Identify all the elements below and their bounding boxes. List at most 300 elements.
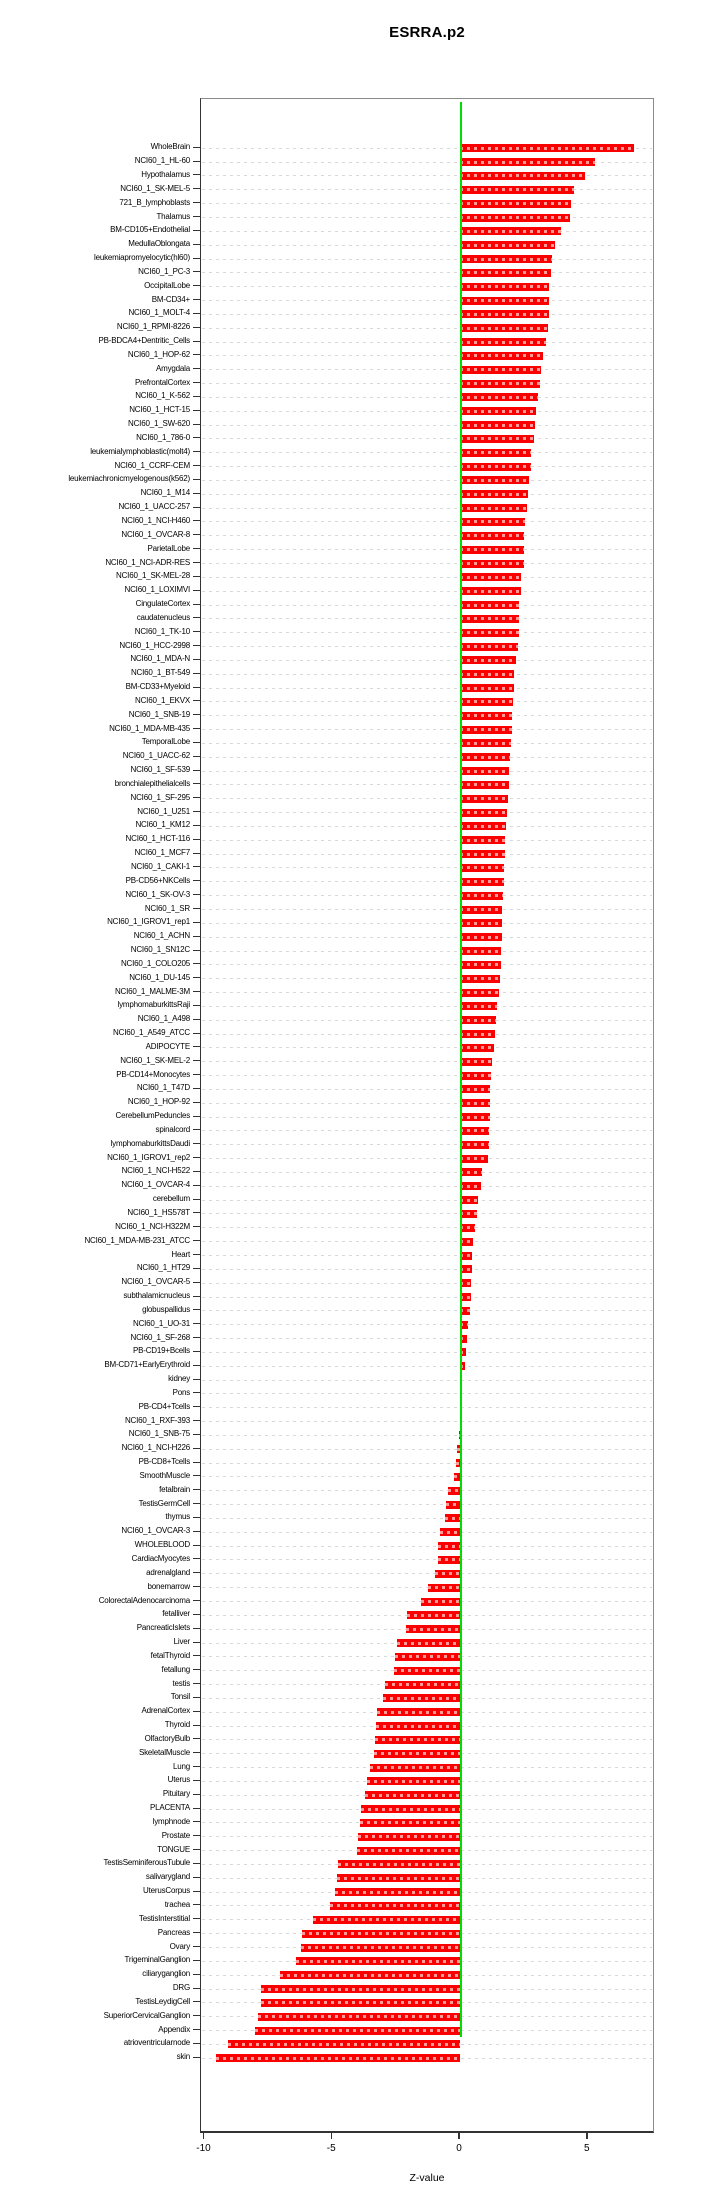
y-tick (193, 1904, 200, 1905)
bar (302, 1930, 460, 1938)
gridline (202, 480, 652, 481)
category-label: NCI60_1_SK-OV-3 (125, 889, 190, 899)
gridline (202, 259, 652, 260)
bar (460, 449, 531, 457)
bar (438, 1556, 460, 1564)
category-label: NCI60_1_SF-268 (130, 1332, 190, 1342)
y-tick (193, 1821, 200, 1822)
gridline (202, 992, 652, 993)
category-label: NCI60_1_CCRF-CEM (114, 460, 190, 470)
y-tick (193, 147, 200, 148)
gridline (202, 245, 652, 246)
category-label: spinalcord (155, 1124, 190, 1134)
bar (460, 573, 521, 581)
y-tick (193, 1351, 200, 1352)
bar (301, 1944, 460, 1952)
bar (460, 670, 514, 678)
y-tick (193, 1697, 200, 1698)
category-label: BM-CD33+Myeloid (125, 682, 190, 692)
bar (460, 712, 512, 720)
category-label: WHOLEBLOOD (134, 1540, 190, 1550)
y-tick (193, 742, 200, 743)
bar (460, 546, 524, 554)
bar (460, 878, 504, 886)
y-tick (193, 1033, 200, 1034)
bar (460, 532, 524, 540)
gridline (202, 591, 652, 592)
category-label: NCI60_1_NCI-H322M (115, 1221, 190, 1231)
y-tick (193, 1808, 200, 1809)
y-tick (193, 1448, 200, 1449)
gridline (202, 1144, 652, 1145)
gridline (202, 425, 652, 426)
category-label: adrenalgland (146, 1567, 190, 1577)
category-label: NCI60_1_HS578T (127, 1207, 190, 1217)
y-tick (193, 188, 200, 189)
category-label: caudatenucleus (136, 612, 190, 622)
y-tick (193, 1406, 200, 1407)
gridline (202, 1034, 652, 1035)
category-label: NCI60_1_UACC-257 (118, 502, 190, 512)
bar (440, 1528, 460, 1536)
category-label: NCI60_1_M14 (140, 488, 190, 498)
gridline (202, 397, 652, 398)
bar (460, 601, 519, 609)
bar (460, 892, 503, 900)
gridline (202, 300, 652, 301)
category-label: NCI60_1_BT-549 (130, 668, 190, 678)
x-tick (331, 2133, 333, 2139)
gridline (202, 1559, 652, 1560)
y-tick (193, 271, 200, 272)
bar (460, 656, 516, 664)
y-tick (193, 797, 200, 798)
category-label: fetallung (161, 1664, 190, 1674)
y-tick (193, 1379, 200, 1380)
y-tick (193, 687, 200, 688)
bar (460, 864, 504, 872)
bar (337, 1874, 460, 1882)
category-label: PB-BDCA4+Dentritic_Cells (98, 336, 190, 346)
y-tick (193, 1572, 200, 1573)
gridline (202, 342, 652, 343)
category-label: PB-CD19+Bcells (132, 1346, 190, 1356)
y-tick (193, 1157, 200, 1158)
category-label: DRG (172, 1983, 190, 1993)
bar (370, 1764, 460, 1772)
category-label: NCI60_1_SK-MEL-5 (120, 183, 190, 193)
bar (460, 1044, 494, 1052)
gridline (202, 618, 652, 619)
category-label: CingulateCortex (135, 599, 190, 609)
category-label: Liver (173, 1637, 190, 1647)
category-label: CerebellumPeduncles (115, 1111, 190, 1121)
bar (460, 1196, 478, 1204)
bar (460, 753, 510, 761)
gridline (202, 521, 652, 522)
category-label: PancreaticIslets (136, 1623, 190, 1633)
y-tick (193, 631, 200, 632)
category-label: NCI60_1_786-0 (136, 432, 190, 442)
category-label: NCI60_1_NCI-H460 (121, 515, 190, 525)
bar (358, 1833, 460, 1841)
y-tick (193, 645, 200, 646)
y-tick (193, 1711, 200, 1712)
category-label: BM-CD34+ (151, 294, 190, 304)
category-label: NCI60_1_HOP-62 (127, 349, 190, 359)
category-label: NCI60_1_KM12 (135, 820, 190, 830)
gridline (202, 1366, 652, 1367)
category-label: NCI60_1_HCT-116 (125, 834, 190, 844)
gridline (202, 1117, 652, 1118)
x-tick (586, 2133, 588, 2139)
bar (460, 961, 501, 969)
category-label: lymphomaburkittsRaji (117, 1000, 190, 1010)
y-tick (193, 1074, 200, 1075)
category-label: Heart (171, 1249, 190, 1259)
bar (228, 2040, 460, 2048)
category-label: NCI60_1_RXF-393 (124, 1415, 190, 1425)
y-tick (193, 1296, 200, 1297)
y-tick (193, 1185, 200, 1186)
bar (216, 2054, 460, 2062)
y-tick (193, 562, 200, 563)
bar (446, 1501, 460, 1509)
gridline (202, 840, 652, 841)
y-tick (193, 853, 200, 854)
y-tick (193, 1282, 200, 1283)
category-label: thymus (165, 1512, 190, 1522)
category-label: PB-CD56+NKCells (125, 875, 190, 885)
bar (406, 1625, 460, 1633)
gridline (202, 1449, 652, 1450)
bar (460, 1265, 472, 1273)
category-label: NCI60_1_OVCAR-4 (121, 1180, 190, 1190)
gridline (202, 1324, 652, 1325)
category-label: TONGUE (157, 1844, 190, 1854)
y-tick (193, 936, 200, 937)
category-label: NCI60_1_MDA-N (130, 654, 190, 664)
gridline (202, 369, 652, 370)
bar (460, 698, 513, 706)
category-label: NCI60_1_HL-60 (134, 156, 190, 166)
category-label: ColorectalAdenocarcinoma (98, 1595, 190, 1605)
y-tick (193, 451, 200, 452)
y-tick (193, 1060, 200, 1061)
category-label: NCI60_1_NCI-H522 (121, 1166, 190, 1176)
zero-line (460, 102, 462, 2037)
gridline (202, 674, 652, 675)
y-tick (193, 1462, 200, 1463)
y-tick (193, 1019, 200, 1020)
y-tick (193, 520, 200, 521)
category-label: SkeletalMuscle (138, 1747, 190, 1757)
bar (357, 1847, 460, 1855)
category-label: NCI60_1_A498 (137, 1014, 190, 1024)
category-label: NCI60_1_OVCAR-3 (121, 1526, 190, 1536)
category-label: leukemialymphoblastic(molt4) (90, 446, 190, 456)
bar (438, 1542, 460, 1550)
y-tick (193, 258, 200, 259)
bar (460, 380, 540, 388)
y-tick (193, 285, 200, 286)
y-tick (193, 963, 200, 964)
gridline (202, 1504, 652, 1505)
y-tick (193, 991, 200, 992)
category-label: UterusCorpus (143, 1886, 190, 1896)
bar (460, 366, 541, 374)
bar (460, 1252, 472, 1260)
bar (460, 560, 524, 568)
category-label: salivarygland (145, 1872, 190, 1882)
y-tick (193, 1835, 200, 1836)
bar (460, 809, 507, 817)
y-tick (193, 1725, 200, 1726)
bar (460, 1182, 481, 1190)
bar (460, 643, 518, 651)
y-tick (193, 1226, 200, 1227)
category-label: NCI60_1_HT29 (136, 1263, 190, 1273)
gridline (202, 1490, 652, 1491)
bar (460, 518, 525, 526)
category-label: NCI60_1_NCI-H226 (121, 1443, 190, 1453)
y-tick (193, 1655, 200, 1656)
category-label: NCI60_1_PC-3 (138, 266, 190, 276)
y-tick (193, 1337, 200, 1338)
bar (365, 1791, 460, 1799)
y-tick (193, 1780, 200, 1781)
gridline (202, 854, 652, 855)
y-tick (193, 908, 200, 909)
category-label: NCI60_1_HOP-92 (127, 1097, 190, 1107)
category-label: skin (176, 2052, 190, 2062)
y-tick (193, 1683, 200, 1684)
category-label: NCI60_1_EKVX (135, 695, 190, 705)
bar (460, 435, 534, 443)
y-tick (193, 728, 200, 729)
category-label: TestisGermCell (138, 1498, 190, 1508)
category-label: NCI60_1_T47D (136, 1083, 190, 1093)
y-tick (193, 1558, 200, 1559)
y-tick (193, 1323, 200, 1324)
y-tick (193, 493, 200, 494)
y-tick (193, 1254, 200, 1255)
category-label: Ovary (169, 1941, 190, 1951)
gridline (202, 1297, 652, 1298)
category-label: Pituitary (162, 1789, 190, 1799)
bar (460, 850, 505, 858)
y-tick (193, 230, 200, 231)
category-label: PrefrontalCortex (134, 377, 190, 387)
gridline (202, 757, 652, 758)
y-tick (193, 1545, 200, 1546)
gridline (202, 1103, 652, 1104)
category-label: Amygdala (156, 363, 190, 373)
gridline (202, 701, 652, 702)
category-label: 721_B_lymphoblasts (119, 197, 190, 207)
category-label: NCI60_1_SK-MEL-28 (116, 571, 190, 581)
gridline (202, 1421, 652, 1422)
bar (258, 2013, 460, 2021)
gridline (202, 895, 652, 896)
bar (407, 1611, 460, 1619)
bar (460, 1210, 477, 1218)
y-tick (193, 1517, 200, 1518)
y-tick (193, 354, 200, 355)
y-tick (193, 1365, 200, 1366)
y-tick (193, 424, 200, 425)
y-tick (193, 1212, 200, 1213)
y-tick (193, 1932, 200, 1933)
gridline (202, 937, 652, 938)
category-label: WholeBrain (150, 142, 190, 152)
y-tick (193, 2001, 200, 2002)
category-label: TemporalLobe (141, 737, 190, 747)
y-tick (193, 1669, 200, 1670)
gridline (202, 729, 652, 730)
bar (460, 1016, 496, 1024)
y-tick (193, 1129, 200, 1130)
category-label: SuperiorCervicalGanglion (103, 2010, 190, 2020)
gridline (202, 355, 652, 356)
bar (460, 407, 536, 415)
y-tick (193, 1891, 200, 1892)
bar (360, 1819, 460, 1827)
gridline (202, 909, 652, 910)
category-label: NCI60_1_IGROV1_rep1 (107, 917, 190, 927)
gridline (202, 1269, 652, 1270)
category-label: NCI60_1_CAKI-1 (130, 861, 190, 871)
category-label: NCI60_1_ACHN (133, 931, 190, 941)
category-label: NCI60_1_IGROV1_rep2 (107, 1152, 190, 1162)
y-tick (193, 507, 200, 508)
category-label: NCI60_1_MDA-MB-435 (109, 723, 190, 733)
gridline (202, 1186, 652, 1187)
x-tick-label: -5 (326, 2143, 336, 2154)
category-label: NCI60_1_A549_ATCC (113, 1028, 190, 1038)
bar (460, 947, 501, 955)
y-tick (193, 1116, 200, 1117)
category-label: NCI60_1_UACC-62 (122, 751, 190, 761)
y-tick (193, 1309, 200, 1310)
y-tick (193, 1420, 200, 1421)
bar (460, 269, 551, 277)
y-tick (193, 2057, 200, 2058)
bar (460, 1099, 490, 1107)
bar (460, 283, 549, 291)
category-label: ParietalLobe (147, 543, 190, 553)
category-label: NCI60_1_SR (144, 903, 190, 913)
category-label: globuspallidus (142, 1304, 190, 1314)
y-tick (193, 1946, 200, 1947)
bar (255, 2027, 460, 2035)
y-tick (193, 1628, 200, 1629)
y-tick (193, 714, 200, 715)
category-label: MedullaOblongata (128, 239, 190, 249)
category-label: NCI60_1_SK-MEL-2 (120, 1055, 190, 1065)
category-label: testis (172, 1678, 190, 1688)
bar (460, 629, 519, 637)
gridline (202, 1020, 652, 1021)
gridline (202, 1310, 652, 1311)
y-tick (193, 1102, 200, 1103)
category-label: cerebellum (152, 1194, 190, 1204)
category-label: lymphnode (152, 1816, 190, 1826)
y-tick (193, 1614, 200, 1615)
y-tick (193, 811, 200, 812)
y-tick (193, 659, 200, 660)
bar (376, 1722, 460, 1730)
y-tick (193, 880, 200, 881)
bar (460, 587, 521, 595)
bar (261, 1985, 460, 1993)
gridline (202, 812, 652, 813)
category-label: Pancreas (157, 1927, 190, 1937)
category-label: NCI60_1_SF-295 (130, 792, 190, 802)
y-tick (193, 410, 200, 411)
gridline (202, 1518, 652, 1519)
y-tick (193, 244, 200, 245)
bar (394, 1667, 460, 1675)
y-tick (193, 1503, 200, 1504)
bar (460, 241, 555, 249)
bar (421, 1598, 460, 1606)
y-tick (193, 1960, 200, 1961)
category-label: Hypothalamus (141, 169, 190, 179)
category-label: TrigeminalGanglion (124, 1955, 190, 1965)
bar (460, 1058, 492, 1066)
y-tick (193, 783, 200, 784)
y-tick (193, 174, 200, 175)
category-label: Thyroid (164, 1720, 190, 1730)
category-label: Uterus (167, 1775, 190, 1785)
category-label: fetalbrain (159, 1484, 190, 1494)
bar (261, 1999, 460, 2007)
gridline (202, 826, 652, 827)
bar (460, 338, 546, 346)
gridline (202, 1158, 652, 1159)
bar (460, 767, 509, 775)
y-tick (193, 2029, 200, 2030)
bar (460, 1113, 490, 1121)
bar (448, 1487, 460, 1495)
gridline (202, 1476, 652, 1477)
gridline (202, 771, 652, 772)
x-axis-title: Z-value (409, 2172, 445, 2184)
bar (460, 739, 511, 747)
category-label: TestisSeminiferousTubule (103, 1858, 190, 1868)
bar (460, 781, 509, 789)
gridline (202, 563, 652, 564)
y-tick (193, 327, 200, 328)
gridline (202, 438, 652, 439)
category-label: NCI60_1_MCF7 (134, 848, 190, 858)
y-tick (193, 950, 200, 951)
x-tick (203, 2133, 205, 2139)
gridline (202, 1532, 652, 1533)
y-tick (193, 756, 200, 757)
bar (280, 1971, 460, 1979)
gridline (202, 217, 652, 218)
bar (460, 158, 595, 166)
bar (460, 975, 500, 983)
bar (460, 906, 502, 914)
gridline (202, 605, 652, 606)
category-label: NCI60_1_SNB-75 (128, 1429, 190, 1439)
bar (460, 933, 502, 941)
gridline (202, 1213, 652, 1214)
gridline (202, 1435, 652, 1436)
